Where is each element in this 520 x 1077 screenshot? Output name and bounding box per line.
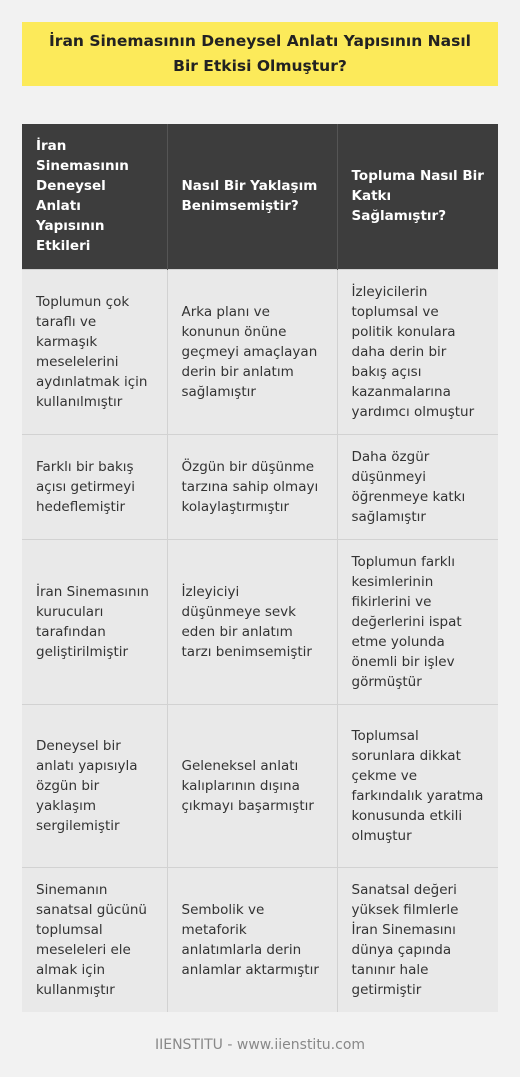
table-row xyxy=(22,434,498,539)
table-row xyxy=(22,539,498,704)
table-cell: Daha özgür düşünmeyi öğrenmeye katkı sağlamıştır xyxy=(337,434,498,539)
column-header-contribution: Topluma Nasıl Bir Katkı Sağlamıştır? xyxy=(337,124,498,269)
table-cell: Arka planı ve konunun önüne geçmeyi amaçlayan derin bir anlatım sağlamıştır xyxy=(167,269,337,434)
column-header-effects: İran Sinemasının Deneysel Anlatı Yapısının Etkileri xyxy=(22,124,167,269)
table-cell: Özgün bir düşünme tarzına sahip olmayı kolaylaştırmıştır xyxy=(167,434,337,539)
table-cell: Toplumsal sorunlara dikkat çekme ve farkındalık yaratma konusunda etkili olmuştur xyxy=(337,704,498,867)
table-cell: Geleneksel anlatı kalıplarının dışına çıkmayı başarmıştır xyxy=(167,704,337,867)
table-cell: İzleyicilerin toplumsal ve politik konulara daha derin bir bakış açısı kazanmalarına yardımcı olmuştur xyxy=(337,269,498,434)
table-cell: Sembolik ve metaforik anlatımlarla derin anlamlar aktarmıştır xyxy=(167,867,337,1012)
table-cell: Deneysel bir anlatı yapısıyla özgün bir yaklaşım sergilemiştir xyxy=(22,704,167,867)
table-row xyxy=(22,867,498,1012)
table-row xyxy=(22,269,498,434)
table-cell: İzleyiciyi düşünmeye sevk eden bir anlatım tarzı benimsemiştir xyxy=(167,539,337,704)
comparison-table xyxy=(22,124,498,1012)
table-cell: Toplumun çok taraflı ve karmaşık meselelerini aydınlatmak için kullanılmıştır xyxy=(22,269,167,434)
table-cell: İran Sinemasının kurucuları tarafından geliştirilmiştir xyxy=(22,539,167,704)
table-cell: Toplumun farklı kesimlerinin fikirlerini ve değerlerini ispat etme yolunda önemli bir işlev görmüştür xyxy=(337,539,498,704)
footer-credit: IIENSTITU - www.iienstitu.com xyxy=(154,1037,366,1053)
table-header-row xyxy=(22,124,498,269)
table-cell: Sanatsal değeri yüksek filmlerle İran Sinemasını dünya çapında tanınır hale getirmiştir xyxy=(337,867,498,1012)
table-cell: Farklı bir bakış açısı getirmeyi hedeflemiştir xyxy=(22,434,167,539)
table-row xyxy=(22,704,498,867)
table-cell: Sinemanın sanatsal gücünü toplumsal meseleleri ele almak için kullanmıştır xyxy=(22,867,167,1012)
page-title-text: İran Sinemasının Deneysel Anlatı Yapısının Nasıl Bir Etkisi Olmuştur? xyxy=(49,32,471,75)
column-header-approach: Nasıl Bir Yaklaşım Benimsemiştir? xyxy=(167,124,337,269)
page-title xyxy=(22,22,498,86)
